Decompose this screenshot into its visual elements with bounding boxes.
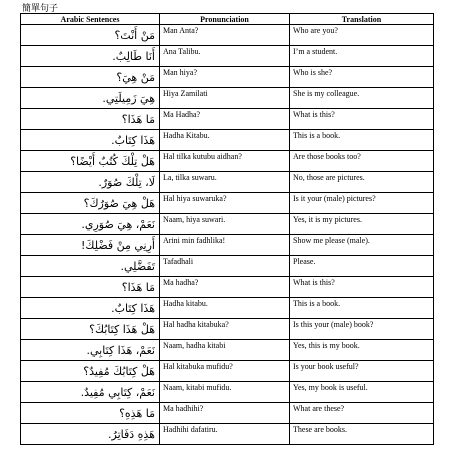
translation-cell: Are those books too? — [290, 151, 434, 172]
pronunciation-cell: Hadha Kitabu. — [160, 130, 290, 151]
table-row — [21, 88, 434, 109]
table-row — [21, 277, 434, 298]
table-row — [21, 172, 434, 193]
table-row — [21, 298, 434, 319]
header-translation: Translation — [290, 14, 434, 25]
pronunciation-cell: Naam, hadha kitabi — [160, 340, 290, 361]
table-row — [21, 235, 434, 256]
arabic-cell: هَذِهِ دَفَاتِرُ. — [21, 424, 160, 445]
translation-cell: Yes, it is my pictures. — [290, 214, 434, 235]
pronunciation-cell: Hadhihi dafatiru. — [160, 424, 290, 445]
pronunciation-cell: Ma Hadha? — [160, 109, 290, 130]
table-row — [21, 193, 434, 214]
pronunciation-cell: Naam, kitabi mufidu. — [160, 382, 290, 403]
pronunciation-cell: Ma hadhihi? — [160, 403, 290, 424]
translation-cell: Yes, my book is useful. — [290, 382, 434, 403]
pronunciation-cell: Hal tilka kutubu aidhan? — [160, 151, 290, 172]
pronunciation-cell: Hal hiya suwaruka? — [160, 193, 290, 214]
pronunciation-cell: La, tilka suwaru. — [160, 172, 290, 193]
arabic-cell: هَلْ هَذَا كِتَابُكَ؟ — [21, 319, 160, 340]
arabic-cell: هَذَا كِتَابٌ. — [21, 130, 160, 151]
translation-cell: Who are you? — [290, 25, 434, 46]
arabic-cell: نَعَمْ، هِيَ صُوَرِي. — [21, 214, 160, 235]
table-row — [21, 403, 434, 424]
pronunciation-cell: Arini min fadhlika! — [160, 235, 290, 256]
pronunciation-cell: Ana Talibu. — [160, 46, 290, 67]
arabic-cell: هَذَا كِتَابٌ. — [21, 298, 160, 319]
table-row — [21, 319, 434, 340]
table-row — [21, 25, 434, 46]
pronunciation-cell: Ma hadha? — [160, 277, 290, 298]
arabic-cell: هِيَ زَمِيلَتِي. — [21, 88, 160, 109]
translation-cell: Show me please (male). — [290, 235, 434, 256]
arabic-cell: تَفَضَّلِي. — [21, 256, 160, 277]
sentence-table — [20, 13, 434, 445]
translation-cell: What is this? — [290, 109, 434, 130]
table-row — [21, 214, 434, 235]
arabic-cell: هَلْ هِيَ صُوَرُكَ؟ — [21, 193, 160, 214]
page-caption: 簡單句子 — [22, 3, 59, 13]
translation-cell: Is your book useful? — [290, 361, 434, 382]
translation-cell: I’m a student. — [290, 46, 434, 67]
header-pronunciation: Pronunciation — [160, 14, 290, 25]
translation-cell: Is it your (male) pictures? — [290, 193, 434, 214]
translation-cell: No, those are pictures. — [290, 172, 434, 193]
translation-cell: What are these? — [290, 403, 434, 424]
pronunciation-cell: Hiya Zamilati — [160, 88, 290, 109]
pronunciation-cell: Man hiya? — [160, 67, 290, 88]
arabic-cell: هَلْ كِتَابُكَ مُفِيدٌ؟ — [21, 361, 160, 382]
table-row — [21, 340, 434, 361]
table-row — [21, 382, 434, 403]
pronunciation-cell: Hal hadha kitabuka? — [160, 319, 290, 340]
arabic-cell: نَعَمْ، هَذَا كِتَابِي. — [21, 340, 160, 361]
translation-cell: She is my colleague. — [290, 88, 434, 109]
translation-cell: These are books. — [290, 424, 434, 445]
arabic-cell: نَعَمْ، كِتَابِي مُفِيدٌ. — [21, 382, 160, 403]
table-row — [21, 46, 434, 67]
pronunciation-cell: Man Anta? — [160, 25, 290, 46]
arabic-cell: أَرِنِي مِنْ فَضْلِكَ! — [21, 235, 160, 256]
pronunciation-cell: Hal kitabuka mufidu? — [160, 361, 290, 382]
translation-cell: Who is she? — [290, 67, 434, 88]
table-row — [21, 109, 434, 130]
arabic-cell: لَا، تِلْكَ صُوَرٌ. — [21, 172, 160, 193]
translation-cell: Is this your (male) book? — [290, 319, 434, 340]
pronunciation-cell: Hadha kitabu. — [160, 298, 290, 319]
translation-cell: This is a book. — [290, 298, 434, 319]
arabic-cell: مَا هَذَا؟ — [21, 277, 160, 298]
arabic-cell: مَنْ أَنْتَ؟ — [21, 25, 160, 46]
translation-cell: Please. — [290, 256, 434, 277]
header-arabic: Arabic Sentences — [21, 14, 160, 25]
translation-cell: Yes, this is my book. — [290, 340, 434, 361]
pronunciation-cell: Tafadhali — [160, 256, 290, 277]
table-row — [21, 361, 434, 382]
arabic-cell: مَا هَذَا؟ — [21, 109, 160, 130]
pronunciation-cell: Naam, hiya suwari. — [160, 214, 290, 235]
arabic-cell: مَنْ هِيَ؟ — [21, 67, 160, 88]
table-row — [21, 130, 434, 151]
table-row — [21, 67, 434, 88]
arabic-cell: أَنَا طَالِبٌ. — [21, 46, 160, 67]
table-row — [21, 151, 434, 172]
table-header-row — [21, 14, 434, 25]
arabic-cell: مَا هَذِهِ؟ — [21, 403, 160, 424]
table-row — [21, 424, 434, 445]
arabic-cell: هَلْ تِلْكَ كُتُبٌ أَيْضًا؟ — [21, 151, 160, 172]
translation-cell: What is this? — [290, 277, 434, 298]
table-row — [21, 256, 434, 277]
translation-cell: This is a book. — [290, 130, 434, 151]
